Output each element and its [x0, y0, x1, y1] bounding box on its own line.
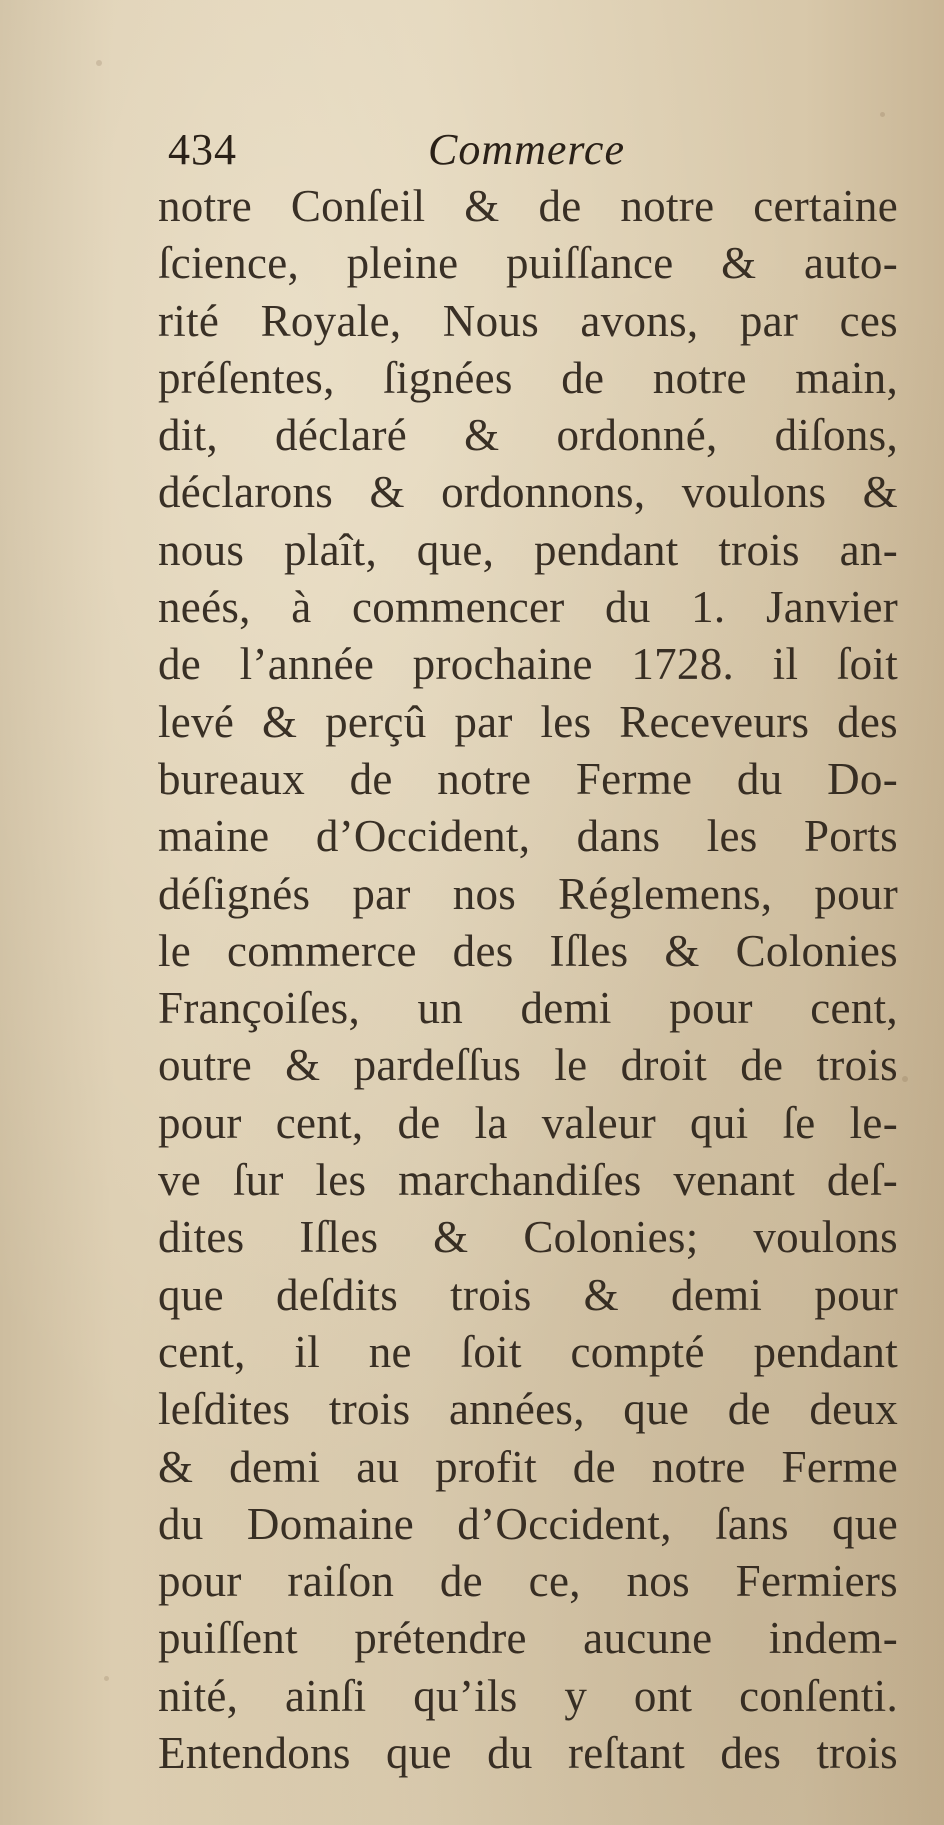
text-line: le commerce des Iſles & Colonies	[158, 925, 898, 976]
text-line: ſcience, pleine puiſſance & auto-	[158, 238, 898, 289]
text-line: cent, il ne ſoit compté pendant	[158, 1326, 898, 1377]
text-line: pour raiſon de ce, nos Fermiers	[158, 1556, 898, 1607]
text-line: ve ſur les marchandiſes venant deſ-	[158, 1155, 898, 1206]
paper-spot	[96, 60, 102, 66]
text-line: de l’année prochaine 1728. il ſoit	[158, 639, 898, 690]
text-line: du Domaine d’Occident, ſans que	[158, 1498, 898, 1549]
text-line: notre Conſeil & de notre certaine	[158, 181, 898, 231]
running-title: Commerce	[428, 125, 625, 174]
text-line: levé & perçû par les Receveurs des	[158, 696, 898, 747]
text-line: Françoiſes, un demi pour cent,	[158, 983, 898, 1034]
text-line: déclarons & ordonnons, voulons &	[158, 467, 898, 518]
text-line: neés, à commencer du 1. Janvier	[158, 582, 898, 633]
text-line: outre & pardeſſus le droit de trois	[158, 1040, 898, 1091]
paper-spot	[880, 112, 885, 117]
paper-spot	[104, 1676, 109, 1681]
text-line: maine d’Occident, dans les Ports	[158, 811, 898, 862]
text-line: dit, déclaré & ordonné, diſons,	[158, 410, 898, 461]
text-line: nité, ainſi qu’ils y ont conſenti.	[158, 1670, 898, 1721]
text-line: nous plaît, que, pendant trois an-	[158, 524, 898, 575]
text-line: pour cent, de la valeur qui ſe le-	[158, 1097, 898, 1148]
text-line: & demi au profit de notre Ferme	[158, 1441, 898, 1492]
page-number: 434	[168, 125, 237, 174]
text-line: dites Iſles & Colonies; voulons	[158, 1212, 898, 1263]
paper-spot	[902, 1076, 908, 1082]
text-line: puiſſent prétendre aucune indem-	[158, 1613, 898, 1664]
text-line: rité Royale, Nous avons, par ces	[158, 295, 898, 346]
text-line: Entendons que du reſtant des trois	[158, 1728, 898, 1779]
body-text	[158, 178, 898, 1782]
text-line: préſentes, ſignées de notre main,	[158, 352, 898, 403]
text-line: leſdites trois années, que de deux	[158, 1384, 898, 1435]
text-line: bureaux de notre Ferme du Do-	[158, 753, 898, 804]
running-head	[0, 124, 944, 180]
text-line: que deſdits trois & demi pour	[158, 1269, 898, 1320]
text-line: déſignés par nos Réglemens, pour	[158, 868, 898, 919]
